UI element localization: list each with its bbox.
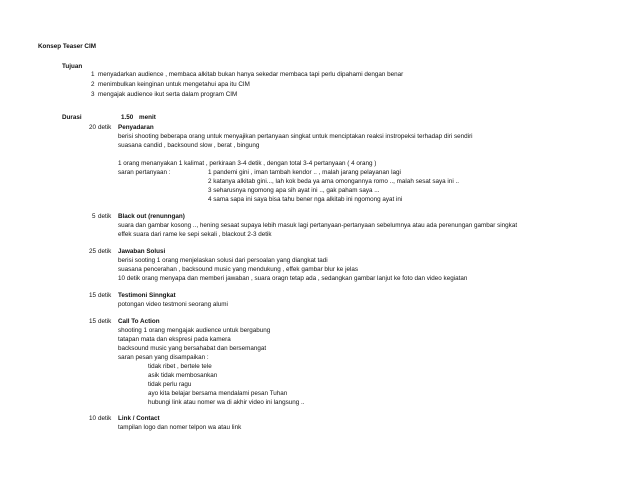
section-unit: detik — [98, 415, 112, 422]
pesan-item: tidak ribet , bertele tele — [148, 363, 212, 370]
section-line: tatapan mata dan ekspresi pada kamera — [118, 336, 231, 343]
section-line: berisi sooting 1 orang menjelaskan solusi dari persoalan yang diangkat tadi — [118, 257, 328, 264]
section-line: berisi shooting beberapa orang untuk menyajikan pertanyaan singkat untuk menciptakan reaksi instropeksi terhadap diri sendiri — [118, 133, 473, 140]
pesan-item: hubungi link atau nomer wa di akhir video ini langsung .. — [148, 399, 305, 406]
section-unit: detik — [98, 248, 112, 255]
saran-item: 1 pandemi gini , iman tambah kendor .. , malah jarang pelayanan lagi — [208, 169, 401, 176]
saran-item: 4 sama sapa ini saya bisa tahu bener nga alkitab ini ngomong ayat ini — [208, 196, 403, 203]
section-duration: 10 — [89, 415, 97, 422]
section-duration: 25 — [89, 248, 97, 255]
section-unit: detik — [98, 213, 112, 220]
section-title: Jawaban Solusi — [118, 248, 166, 255]
section-duration: 15 — [89, 292, 97, 299]
section-unit: detik — [98, 292, 112, 299]
section-line: tampilan logo dan nomer telpon wa atau link — [118, 424, 242, 431]
section-unit: detik — [98, 318, 112, 325]
section-line: effek suara dari rame ke sepi sekali , blackout 2-3 detik — [118, 231, 272, 238]
tujuan-item-1: menyadarkan audience , membaca alkitab bukan hanya sekedar membaca tapi perlu dipahami dengan benar — [98, 71, 404, 78]
durasi-label: Durasi — [62, 114, 82, 121]
pesan-item: tidak perlu ragu — [148, 381, 192, 388]
tujuan-label: Tujuan — [62, 63, 83, 70]
section-duration: 15 — [89, 318, 97, 325]
section-title: Black out (renunngan) — [118, 213, 185, 220]
section-line: 10 detik orang menyapa dan memberi jawaban , suara oragn tetap ada , sedangkan gambar lanjut ke foto dan video kegiatan — [118, 275, 468, 282]
tujuan-num-3: 3 — [91, 91, 95, 98]
saran-item: 3 seharusnya ngomong apa sih ayat ini .., gak paham saya ... — [208, 187, 380, 194]
section-line: potongan video testmoni seorang alumi — [118, 301, 228, 308]
durasi-unit: menit — [139, 114, 156, 121]
section-line: saran pesan yang disampaikan : — [118, 354, 209, 361]
section-duration: 20 — [89, 124, 97, 131]
section-unit: detik — [98, 124, 112, 131]
section-title: Link / Contact — [118, 415, 160, 422]
pesan-item: ayo kita belajar bersama mendalami pesan Tuhan — [148, 390, 288, 397]
section-line: suasana pencerahan , backsound music yang mendukung , effek gambar blur ke jelas — [118, 266, 359, 273]
section-line: shooting 1 orang mengajak audience untuk bergabung — [118, 327, 271, 334]
document-title: Konsep Teaser CIM — [38, 43, 96, 50]
section-title: Testimoni Sinngkat — [118, 292, 176, 299]
section-title: Call To Action — [118, 318, 160, 325]
pesan-item: asik tidak membosankan — [148, 372, 218, 379]
section-line: suara dan gambar kosong .., hening sesaat supaya lebih masuk lagi pertanyaan-pertanyaan sebelumnya atau ada perenungan gambar singkat — [118, 222, 518, 229]
durasi-value: 1.50 — [121, 114, 134, 121]
tujuan-num-2: 2 — [91, 81, 95, 88]
section-title: Penyadaran — [118, 124, 154, 131]
tujuan-item-2: menimbulkan keinginan untuk mengetahui apa itu CIM — [98, 81, 250, 88]
tujuan-num-1: 1 — [91, 71, 95, 78]
saran-label: saran pertanyaan : — [118, 169, 171, 176]
saran-item: 2 katanya alkitab gini..., lah kok beda ya ama omongannya romo .., malah sesat saya ini .. — [208, 178, 459, 185]
section-duration: 5 — [92, 213, 96, 220]
tujuan-item-3: mengajak audience ikut serta dalam program CIM — [98, 91, 238, 98]
section-line: backsound music yang bersahabat dan bersemangat — [118, 345, 267, 352]
section-line: 1 orang menanyakan 1 kalimat , perkiraan 3-4 detik , dengan total 3-4 pertanyaan ( 4 orang ) — [118, 160, 377, 167]
section-line: suasana candid , backsound slow , berat , bingung — [118, 142, 260, 149]
